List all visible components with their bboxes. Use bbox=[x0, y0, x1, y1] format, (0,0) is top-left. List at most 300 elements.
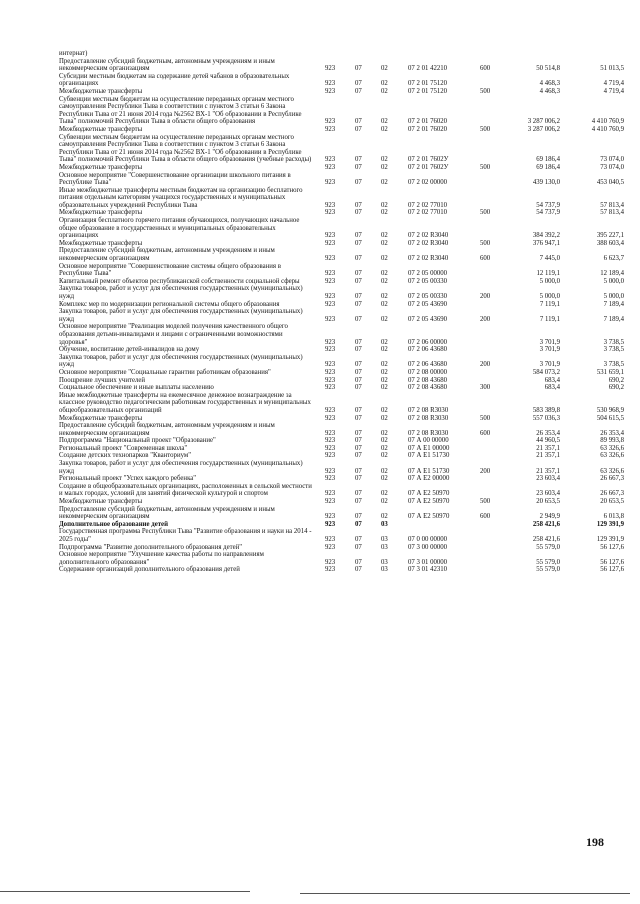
section-code: 07 bbox=[355, 406, 362, 414]
row-name: Основное мероприятие "Совершенствование системы общего образования в Республике Тыва" bbox=[59, 262, 281, 278]
grbs-code: 923 bbox=[325, 277, 336, 285]
table-row bbox=[0, 521, 640, 529]
section-code: 07 bbox=[355, 80, 362, 88]
subsection-code: 02 bbox=[381, 513, 388, 521]
row-name: Капитальный ремонт объектов республиканской собственности социальной сферы bbox=[59, 277, 300, 285]
amount-year-1: 44 960,5 bbox=[536, 437, 560, 445]
amount-year-1: 3 701,9 bbox=[539, 361, 560, 369]
amount-year-2: 690,2 bbox=[608, 376, 624, 384]
amount-year-2: 129 391,9 bbox=[596, 536, 624, 543]
subsection-code: 02 bbox=[381, 118, 388, 126]
amount-year-2: 63 326,6 bbox=[600, 444, 624, 452]
row-name: Иные межбюджетные трансферты на ежемесячное денежное вознаграждение за классное руководство педагогическим работникам государственных и муниципальных общеобразовательных организаций bbox=[59, 391, 311, 414]
subsection-code: 02 bbox=[381, 498, 388, 506]
expense-type-code: 600 bbox=[480, 65, 491, 73]
section-code: 07 bbox=[355, 475, 362, 483]
section-code: 07 bbox=[355, 543, 362, 551]
grbs-code: 923 bbox=[325, 543, 336, 551]
target-article-code: 07 А E1 51730 bbox=[408, 452, 450, 460]
subsection-code: 02 bbox=[381, 437, 388, 445]
table-row bbox=[0, 73, 640, 88]
grbs-code: 923 bbox=[325, 452, 336, 460]
grbs-code: 923 bbox=[325, 490, 336, 498]
target-article-code: 07 2 01 76020 bbox=[408, 118, 448, 126]
subsection-code: 02 bbox=[381, 201, 388, 209]
subsection-code: 02 bbox=[381, 376, 388, 384]
section-code: 07 bbox=[355, 201, 362, 209]
expense-type-code: 300 bbox=[480, 384, 491, 392]
row-name: Предоставление субсидий бюджетным, автономным учреждениям и иным некоммерческим организациям bbox=[59, 505, 275, 521]
amount-year-1: 439 130,0 bbox=[532, 179, 560, 187]
amount-year-2: 51 013,5 bbox=[600, 65, 624, 73]
expense-type-code: 500 bbox=[480, 498, 491, 506]
amount-year-2: 129 391,9 bbox=[596, 520, 624, 528]
amount-year-1: 55 579,0 bbox=[536, 566, 560, 574]
table-row bbox=[0, 323, 640, 346]
grbs-code: 923 bbox=[325, 338, 336, 346]
target-article-code: 07 2 01 7602У bbox=[408, 156, 449, 164]
amount-year-2: 4 719,4 bbox=[603, 87, 624, 95]
row-name: Предоставление субсидий бюджетным, автономным учреждениям и иным некоммерческим организациям bbox=[59, 57, 275, 73]
row-name: Социальное обеспечение и иные выплаты населению bbox=[59, 384, 214, 392]
target-article-code: 07 2 05 43690 bbox=[408, 300, 448, 308]
table-row bbox=[0, 172, 640, 187]
target-article-code: 07 2 08 00000 bbox=[408, 368, 448, 376]
section-code: 07 bbox=[355, 558, 362, 566]
grbs-code: 923 bbox=[325, 156, 336, 164]
table-row bbox=[0, 422, 640, 437]
amount-year-1: 20 653,5 bbox=[536, 498, 560, 506]
subsection-code: 03 bbox=[381, 558, 388, 566]
section-code: 07 bbox=[355, 467, 362, 475]
amount-year-2: 20 653,5 bbox=[600, 498, 624, 506]
grbs-code: 923 bbox=[325, 80, 336, 88]
grbs-code: 923 bbox=[325, 566, 336, 574]
row-name: Поощрение лучших учителей bbox=[59, 376, 146, 384]
table-row bbox=[0, 528, 640, 543]
subsection-code: 02 bbox=[381, 444, 388, 452]
grbs-code: 923 bbox=[325, 376, 336, 384]
table-row bbox=[0, 96, 640, 126]
expense-type-code: 600 bbox=[480, 513, 491, 521]
table-row bbox=[0, 134, 640, 164]
grbs-code: 923 bbox=[325, 118, 336, 126]
subsection-code: 02 bbox=[381, 87, 388, 95]
amount-year-2: 56 127,6 bbox=[600, 566, 624, 574]
row-name: Межбюджетные трансферты bbox=[59, 414, 143, 422]
row-name: Основное мероприятие "Улучшение качества работы по направлениям дополнительного образования" bbox=[59, 551, 264, 566]
table-row bbox=[0, 50, 640, 58]
target-article-code: 07 2 05 43690 bbox=[408, 315, 448, 323]
table-row bbox=[0, 452, 640, 460]
section-code: 07 bbox=[355, 277, 362, 285]
target-article-code: 07 2 06 43680 bbox=[408, 361, 448, 369]
scan-artifact-line bbox=[300, 893, 630, 894]
table-row bbox=[0, 377, 640, 385]
subsection-code: 02 bbox=[381, 277, 388, 285]
section-code: 07 bbox=[355, 232, 362, 240]
target-article-code: 07 3 00 00000 bbox=[408, 543, 448, 551]
grbs-code: 923 bbox=[325, 429, 336, 437]
grbs-code: 923 bbox=[325, 475, 336, 483]
grbs-code: 923 bbox=[325, 239, 336, 247]
table-row bbox=[0, 346, 640, 354]
amount-year-2: 504 615,5 bbox=[596, 414, 624, 422]
expense-type-code: 200 bbox=[480, 293, 491, 300]
expense-type-code: 500 bbox=[480, 163, 491, 171]
row-name: Подпрограмма "Национальный проект "Образование" bbox=[59, 437, 216, 445]
row-name: Региональный проект "Успех каждого ребенка" bbox=[59, 475, 197, 483]
amount-year-1: 584 073,2 bbox=[532, 368, 560, 376]
subsection-code: 02 bbox=[381, 346, 388, 354]
table-row bbox=[0, 164, 640, 172]
row-name: Комплекс мер по модернизации региональной системы общего образования bbox=[59, 300, 280, 308]
section-code: 07 bbox=[355, 163, 362, 171]
grbs-code: 923 bbox=[325, 368, 336, 376]
amount-year-1: 54 737,9 bbox=[536, 209, 560, 217]
subsection-code: 02 bbox=[381, 338, 388, 346]
row-name: Подпрограмма "Развитие дополнительного образования детей" bbox=[59, 543, 243, 551]
amount-year-1: 7 119,1 bbox=[539, 315, 560, 323]
grbs-code: 923 bbox=[325, 65, 336, 73]
amount-year-2: 89 993,8 bbox=[600, 437, 624, 445]
amount-year-2: 530 968,9 bbox=[596, 406, 624, 414]
section-code: 07 bbox=[355, 490, 362, 498]
target-article-code: 07 2 08 R3030 bbox=[408, 414, 449, 422]
grbs-code: 923 bbox=[325, 536, 336, 543]
table-row bbox=[0, 308, 640, 323]
table-row bbox=[0, 415, 640, 423]
amount-year-1: 3 701,9 bbox=[539, 338, 560, 346]
target-article-code: 07 2 02 R3040 bbox=[408, 232, 449, 240]
grbs-code: 923 bbox=[325, 163, 336, 171]
target-article-code: 07 2 02 R3040 bbox=[408, 239, 449, 247]
section-code: 07 bbox=[355, 498, 362, 506]
section-code: 07 bbox=[355, 566, 362, 574]
amount-year-2: 7 189,4 bbox=[603, 315, 624, 323]
section-code: 07 bbox=[355, 270, 362, 278]
amount-year-2: 26 353,4 bbox=[600, 429, 624, 437]
section-code: 07 bbox=[355, 376, 362, 384]
amount-year-1: 21 357,1 bbox=[536, 467, 560, 475]
target-article-code: 07 А E2 00000 bbox=[408, 475, 450, 483]
grbs-code: 923 bbox=[325, 406, 336, 414]
target-article-code: 07 2 02 77010 bbox=[408, 209, 448, 217]
grbs-code: 923 bbox=[325, 346, 336, 354]
amount-year-1: 21 357,1 bbox=[536, 452, 560, 460]
section-code: 07 bbox=[355, 384, 362, 392]
amount-year-2: 531 659,1 bbox=[596, 368, 624, 376]
subsection-code: 02 bbox=[381, 429, 388, 437]
grbs-code: 923 bbox=[325, 125, 336, 133]
grbs-code: 923 bbox=[325, 270, 336, 278]
grbs-code: 923 bbox=[325, 414, 336, 422]
section-code: 07 bbox=[355, 125, 362, 133]
target-article-code: 07 0 00 00000 bbox=[408, 536, 448, 543]
target-article-code: 07 2 08 43680 bbox=[408, 376, 448, 384]
row-name: Межбюджетные трансферты bbox=[59, 125, 143, 133]
table-row bbox=[0, 551, 640, 566]
grbs-code: 923 bbox=[325, 513, 336, 521]
subsection-code: 03 bbox=[381, 520, 388, 528]
grbs-code: 923 bbox=[325, 179, 336, 187]
subsection-code: 02 bbox=[381, 361, 388, 369]
amount-year-1: 384 392,2 bbox=[532, 232, 560, 240]
amount-year-2: 26 667,3 bbox=[600, 490, 624, 498]
row-name: Межбюджетные трансферты bbox=[59, 87, 143, 95]
row-name: Субсидии местным бюджетам на содержание детей чабанов в образовательных организациях bbox=[59, 72, 290, 88]
table-row bbox=[0, 506, 640, 521]
amount-year-2: 388 603,4 bbox=[596, 239, 624, 247]
amount-year-2: 453 040,5 bbox=[596, 179, 624, 187]
table-row bbox=[0, 544, 640, 552]
amount-year-2: 63 326,6 bbox=[600, 467, 624, 475]
amount-year-2: 3 738,5 bbox=[603, 361, 624, 369]
amount-year-1: 50 514,8 bbox=[536, 65, 560, 73]
target-article-code: 07 А 00 00000 bbox=[408, 437, 449, 445]
table-row bbox=[0, 460, 640, 475]
section-code: 07 bbox=[355, 536, 362, 543]
subsection-code: 02 bbox=[381, 125, 388, 133]
amount-year-1: 683,4 bbox=[544, 376, 560, 384]
amount-year-2: 57 813,4 bbox=[600, 201, 624, 209]
section-code: 07 bbox=[355, 293, 362, 300]
target-article-code: 07 2 06 43680 bbox=[408, 346, 448, 354]
page-number: 198 bbox=[586, 835, 604, 849]
table-row bbox=[0, 369, 640, 377]
amount-year-2: 7 189,4 bbox=[603, 300, 624, 308]
amount-year-1: 5 000,0 bbox=[539, 277, 560, 285]
subsection-code: 02 bbox=[381, 300, 388, 308]
table-row bbox=[0, 240, 640, 248]
section-code: 07 bbox=[355, 338, 362, 346]
grbs-code: 923 bbox=[325, 384, 336, 392]
grbs-code: 923 bbox=[325, 209, 336, 217]
expense-type-code: 500 bbox=[480, 87, 491, 95]
target-article-code: 07 3 01 42310 bbox=[408, 566, 448, 574]
subsection-code: 02 bbox=[381, 80, 388, 88]
subsection-code: 03 bbox=[381, 536, 388, 543]
amount-year-1: 4 468,3 bbox=[539, 87, 560, 95]
row-name: Межбюджетные трансферты bbox=[59, 163, 143, 171]
table-row bbox=[0, 209, 640, 217]
section-code: 07 bbox=[355, 255, 362, 263]
table-row bbox=[0, 285, 640, 300]
row-name: Закупка товаров, работ и услуг для обеспечения государственных (муниципальных) нужд bbox=[59, 308, 303, 323]
amount-year-1: 258 421,6 bbox=[532, 536, 560, 543]
row-name: интернат) bbox=[59, 50, 88, 57]
table-row bbox=[0, 445, 640, 453]
amount-year-2: 4 719,4 bbox=[603, 80, 624, 88]
amount-year-2: 26 667,3 bbox=[600, 475, 624, 483]
grbs-code: 923 bbox=[325, 361, 336, 369]
amount-year-2: 3 738,5 bbox=[603, 338, 624, 346]
target-article-code: 07 А E1 00000 bbox=[408, 444, 450, 452]
amount-year-2: 12 189,4 bbox=[600, 270, 624, 278]
table-row bbox=[0, 263, 640, 278]
amount-year-1: 54 737,9 bbox=[536, 201, 560, 209]
row-name: Создание в общеобразовательных организациях, расположенных в сельской местности и малых городах, условий для занятий физической культурой и спортом bbox=[59, 482, 312, 498]
expense-type-code: 600 bbox=[480, 255, 491, 263]
grbs-code: 923 bbox=[325, 255, 336, 263]
amount-year-1: 23 603,4 bbox=[536, 475, 560, 483]
amount-year-2: 57 813,4 bbox=[600, 209, 624, 217]
row-name: Закупка товаров, работ и услуг для обеспечения государственных (муниципальных) нужд bbox=[59, 460, 303, 475]
table-row bbox=[0, 88, 640, 96]
section-code: 07 bbox=[355, 156, 362, 164]
amount-year-2: 73 074,0 bbox=[600, 156, 624, 164]
target-article-code: 07 3 01 00000 bbox=[408, 558, 448, 566]
amount-year-2: 73 074,0 bbox=[600, 163, 624, 171]
target-article-code: 07 2 02 77010 bbox=[408, 201, 448, 209]
amount-year-1: 26 353,4 bbox=[536, 429, 560, 437]
target-article-code: 07 А E1 51730 bbox=[408, 467, 450, 475]
target-article-code: 07 2 08 43680 bbox=[408, 384, 448, 392]
subsection-code: 02 bbox=[381, 414, 388, 422]
target-article-code: 07 А E2 50970 bbox=[408, 498, 450, 506]
amount-year-1: 7 119,1 bbox=[539, 300, 560, 308]
section-code: 07 bbox=[355, 179, 362, 187]
row-name: Основное мероприятие "Социальные гарантии работникам образования" bbox=[59, 368, 271, 376]
subsection-code: 03 bbox=[381, 543, 388, 551]
table-row bbox=[0, 301, 640, 309]
row-name: Предоставление субсидий бюджетным, автономным учреждениям и иным некоммерческим организациям bbox=[59, 247, 275, 263]
section-code: 07 bbox=[355, 118, 362, 126]
grbs-code: 923 bbox=[325, 437, 336, 445]
amount-year-2: 5 000,0 bbox=[603, 293, 624, 300]
grbs-code: 923 bbox=[325, 201, 336, 209]
amount-year-2: 4 410 760,9 bbox=[591, 118, 624, 126]
target-article-code: 07 2 01 75120 bbox=[408, 87, 448, 95]
table-row bbox=[0, 58, 640, 73]
target-article-code: 07 2 01 75120 bbox=[408, 80, 448, 88]
table-row bbox=[0, 483, 640, 498]
section-code: 07 bbox=[355, 209, 362, 217]
amount-year-1: 7 445,0 bbox=[539, 255, 560, 263]
table-row bbox=[0, 384, 640, 392]
table-row bbox=[0, 247, 640, 262]
section-code: 07 bbox=[355, 65, 362, 73]
target-article-code: 07 2 06 00000 bbox=[408, 338, 448, 346]
amount-year-2: 395 227,1 bbox=[596, 232, 624, 240]
target-article-code: 07 2 05 00330 bbox=[408, 293, 448, 300]
scan-artifact-line bbox=[0, 891, 250, 892]
expense-type-code: 200 bbox=[480, 467, 491, 475]
section-code: 07 bbox=[355, 87, 362, 95]
row-name: Межбюджетные трансферты bbox=[59, 239, 143, 247]
target-article-code: 07 2 01 76020 bbox=[408, 125, 448, 133]
amount-year-1: 55 579,0 bbox=[536, 558, 560, 566]
target-article-code: 07 2 01 42210 bbox=[408, 65, 448, 73]
amount-year-2: 4 410 760,9 bbox=[591, 125, 624, 133]
subsection-code: 02 bbox=[381, 65, 388, 73]
section-code: 07 bbox=[355, 444, 362, 452]
target-article-code: 07 2 02 00000 bbox=[408, 179, 448, 187]
target-article-code: 07 А E2 50970 bbox=[408, 513, 450, 521]
grbs-code: 923 bbox=[325, 467, 336, 475]
table-row bbox=[0, 126, 640, 134]
amount-year-1: 23 603,4 bbox=[536, 490, 560, 498]
subsection-code: 02 bbox=[381, 490, 388, 498]
section-code: 07 bbox=[355, 315, 362, 323]
target-article-code: 07 2 08 R3030 bbox=[408, 429, 449, 437]
target-article-code: 07 2 05 00330 bbox=[408, 277, 448, 285]
row-name: Региональный проект "Современная школа" bbox=[59, 444, 188, 452]
row-name: Межбюджетные трансферты bbox=[59, 498, 143, 506]
amount-year-1: 583 389,8 bbox=[532, 406, 560, 414]
table-row bbox=[0, 354, 640, 369]
amount-year-2: 3 738,5 bbox=[603, 346, 624, 354]
grbs-code: 923 bbox=[325, 498, 336, 506]
amount-year-2: 56 127,6 bbox=[600, 558, 624, 566]
subsection-code: 02 bbox=[381, 467, 388, 475]
subsection-code: 02 bbox=[381, 232, 388, 240]
amount-year-1: 2 949,9 bbox=[539, 513, 560, 521]
section-code: 07 bbox=[355, 239, 362, 247]
amount-year-1: 4 468,3 bbox=[539, 80, 560, 88]
subsection-code: 02 bbox=[381, 239, 388, 247]
grbs-code: 923 bbox=[325, 300, 336, 308]
subsection-code: 02 bbox=[381, 270, 388, 278]
expense-type-code: 500 bbox=[480, 414, 491, 422]
row-name: Дополнительное образование детей bbox=[59, 520, 168, 528]
amount-year-2: 5 000,0 bbox=[603, 277, 624, 285]
section-code: 07 bbox=[355, 520, 362, 528]
section-code: 07 bbox=[355, 300, 362, 308]
subsection-code: 02 bbox=[381, 179, 388, 187]
grbs-code: 923 bbox=[325, 232, 336, 240]
row-name: Закупка товаров, работ и услуг для обеспечения государственных (муниципальных) нужд bbox=[59, 353, 303, 369]
row-name: Обучение, воспитание детей-инвалидов на дому bbox=[59, 346, 200, 354]
subsection-code: 02 bbox=[381, 209, 388, 217]
subsection-code: 03 bbox=[381, 566, 388, 574]
row-name: Основное мероприятие "Совершенствование организации школьного питания в Республике Тыва" bbox=[59, 171, 291, 187]
expense-type-code: 200 bbox=[480, 315, 491, 323]
section-code: 07 bbox=[355, 361, 362, 369]
section-code: 07 bbox=[355, 368, 362, 376]
row-name: Иные межбюджетные трансферты местным бюджетам на организацию бесплатного питания отдельным категориям учащихся государственных и муниципальных образовательных учреждений Республики Тыва bbox=[59, 186, 303, 209]
amount-year-2: 63 326,6 bbox=[600, 452, 624, 460]
table-row bbox=[0, 392, 640, 415]
expense-type-code: 500 bbox=[480, 209, 491, 217]
amount-year-1: 3 701,9 bbox=[539, 346, 560, 354]
section-code: 07 bbox=[355, 429, 362, 437]
amount-year-1: 3 287 006,2 bbox=[527, 118, 560, 126]
row-name: Закупка товаров, работ и услуг для обеспечения государственных (муниципальных) нужд bbox=[59, 285, 303, 300]
row-name: Содержание организаций дополнительного образования детей bbox=[59, 566, 240, 574]
subsection-code: 02 bbox=[381, 163, 388, 171]
section-code: 07 bbox=[355, 346, 362, 354]
subsection-code: 02 bbox=[381, 293, 388, 300]
section-code: 07 bbox=[355, 437, 362, 445]
section-code: 07 bbox=[355, 513, 362, 521]
amount-year-1: 5 000,0 bbox=[539, 293, 560, 300]
table-row bbox=[0, 217, 640, 240]
grbs-code: 923 bbox=[325, 558, 336, 566]
table-row bbox=[0, 187, 640, 210]
row-name: Субвенции местным бюджетам на осуществление переданных органам местного самоуправления Республики Тыва в соответствии с пунктом 3 статьи 6 Закона Республики Тыва от 21 июня 2014 года №2562 ВХ-1 "Об образовании в Республике Тыва" полномочий Республики Тыва в области общего образования (учебные расходы) bbox=[59, 133, 312, 164]
target-article-code: 07 2 05 00000 bbox=[408, 270, 448, 278]
target-article-code: 07 2 08 R3030 bbox=[408, 406, 449, 414]
row-name: Организация бесплатного горячего питания обучающихся, получающих начальное общее образование в государственных и муниципальных образовательных организациях bbox=[59, 217, 300, 240]
amount-year-1: 557 036,3 bbox=[532, 414, 560, 422]
grbs-code: 923 bbox=[325, 444, 336, 452]
expense-type-code: 500 bbox=[480, 125, 491, 133]
row-name: Основное мероприятие "Реализация моделей получения качественного общего образования детьми-инвалидами и лицами с ограниченными возможностями здоровья" bbox=[59, 323, 288, 346]
table-row bbox=[0, 278, 640, 286]
row-name: Создание детских технопарков "Кванториум" bbox=[59, 452, 191, 460]
table-row bbox=[0, 566, 640, 574]
